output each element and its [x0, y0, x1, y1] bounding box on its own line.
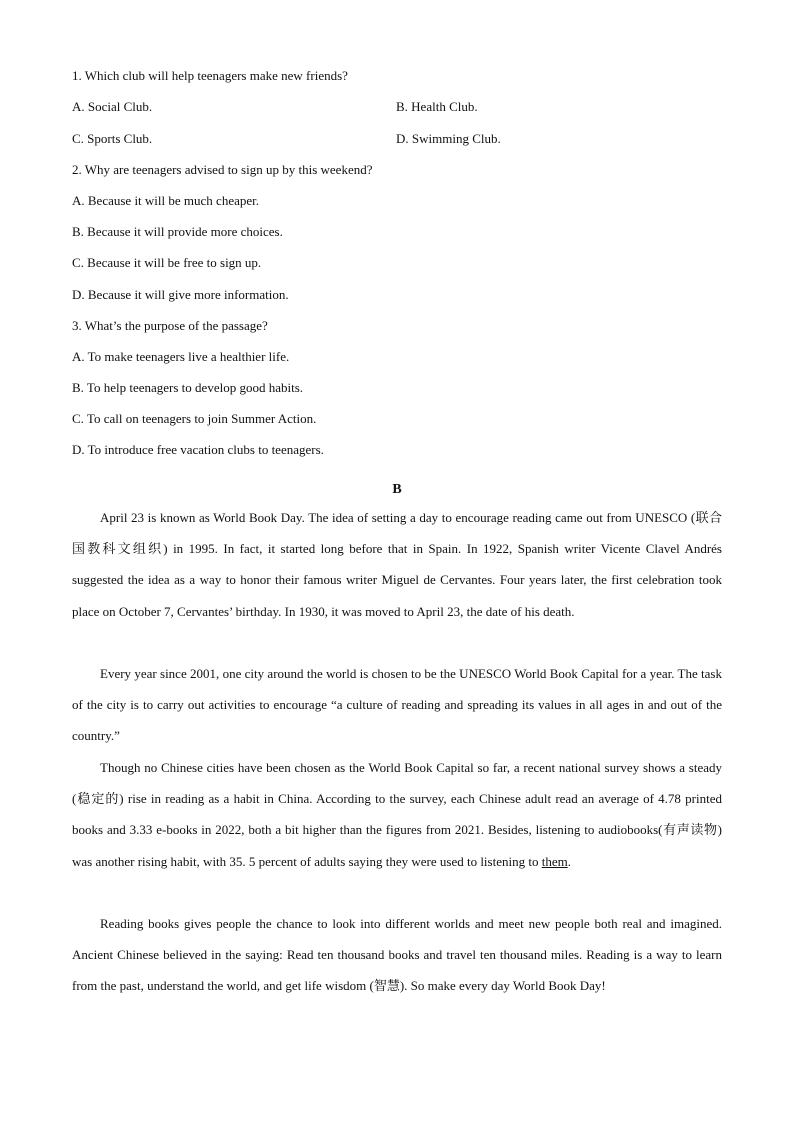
question-2-option-a: A. Because it will be much cheaper. [72, 193, 259, 208]
question-3-option-a: A. To make teenagers live a healthier life. [72, 349, 290, 364]
passage-paragraph-3-text: Though no Chinese cities have been chosen as the World Book Capital so far, a recent national survey shows a steady (稳定的) rise in reading as a habit in China. According to the survey, each Chinese adult read an average of 4.78 printed books and 3.33 e-books in 2022, both a bit higher than the figures from 2021. Besides, listening to audiobooks(有声读物) was another rising habit, with 35. 5 percent of adults saying they were used to listening to [72, 760, 722, 869]
question-1-option-c: C. Sports Club. [72, 131, 153, 146]
question-2-stem: 2. Why are teenagers advised to sign up by this weekend? [72, 162, 373, 177]
question-3-option-d: D. To introduce free vacation clubs to teenagers. [72, 442, 324, 457]
section-heading: B [392, 482, 402, 497]
question-1-option-d: D. Swimming Club. [396, 131, 501, 146]
passage-paragraph-1: April 23 is known as World Book Day. The idea of setting a day to encourage reading came out from UNESCO (联合国教科文组织) in 1995. In fact, it started long before that in Spain. In 1922, Spanish writer Vicente Clavel Andrés suggested the idea as a way to honor their famous writer Miguel de Cervantes. Four years later, the first celebration took place on October 7, Cervantes’ birthday. In 1930, it was moved to April 23, the date of his death. [72, 510, 722, 619]
passage-paragraph-2: Every year since 2001, one city around the world is chosen to be the UNESCO World Book Capital for a year. The task of the city is to carry out activities to encourage “a culture of reading and spreading its values in all ages in and out of the country.” [72, 666, 722, 744]
passage-paragraph-4: Reading books gives people the chance to look into different worlds and meet new people both real and imagined. Ancient Chinese believed in the saying: Read ten thousand books and travel ten thousand miles. Reading is a way to learn from the past, understand the world, and get life wisdom (智慧). So make every day World Book Day! [72, 916, 722, 994]
question-3-stem: 3. What’s the purpose of the passage? [72, 318, 268, 333]
question-1-option-a: A. Social Club. [72, 99, 153, 114]
passage-paragraph-3 [72, 752, 722, 877]
question-2-option-c: C. Because it will be free to sign up. [72, 255, 262, 270]
underlined-word: them [541, 853, 568, 869]
question-3-option-c: C. To call on teenagers to join Summer Action. [72, 411, 317, 426]
question-3-option-b: B. To help teenagers to develop good habits. [72, 380, 303, 395]
question-2-option-d: D. Because it will give more information. [72, 287, 289, 302]
question-1-option-b: B. Health Club. [396, 99, 478, 114]
question-2-option-b: B. Because it will provide more choices. [72, 224, 283, 239]
passage-paragraph-3-end: . [567, 853, 571, 869]
question-1-stem: 1. Which club will help teenagers make new friends? [72, 68, 348, 83]
